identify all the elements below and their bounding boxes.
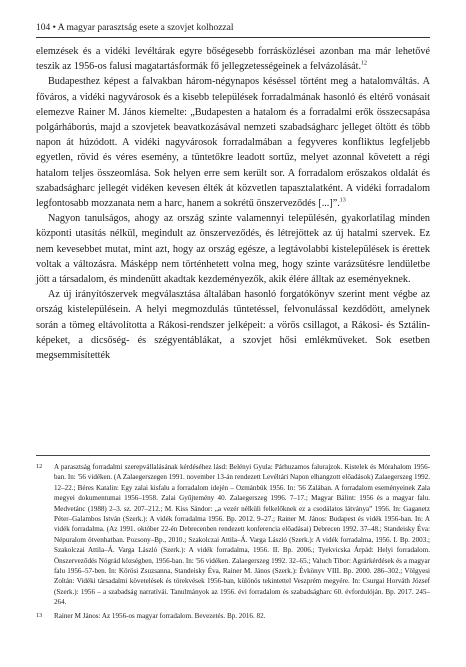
footnote-ref-12[interactable]: 12 bbox=[361, 60, 368, 67]
running-head: 104 • A magyar parasztság esete a szovjet kolhozzal bbox=[36, 23, 234, 33]
paragraph-1: elemzések és a vidéki levéltárak egyre bőségesebb forrásközlései azonban ma már lehetővé teszik az 1956-os falusi magatartásformák fő jellegzetességeinek a felvázolását.$^{12}$ bbox=[36, 46, 430, 73]
paragraph-2: Budapesthez képest a falvakban három-négynapos késéssel történt meg a hatalomváltás. A főváros, a vidéki nagyvárosok és a kisebb települések forradalmának hasonló és eltérő vonásait elemezve Rainer M. János kiemelte: „Budapesten a hatalom és a forradalmi erők összecsapása polgárháborús, majd a szovjetek beavatkozásával nemzeti szabadságharc jelleget öltött és több napon át húzódott. A vidéki nagyvárosok forradalmában a fegyveres konfliktus legfeljebb egyetlen, rövid és véres esemény, a tüntetőkre leadott sortűz, melyet azonnal követett a régi hatalom teljes összeomlása. Sok helyen erre sem került sor. A forradalom erőszakos oldalát és szabadságharc jellegét vidéken kevesen élték át közvetlen tapasztalatként. A vidéki forradalom legfontosabb mozzanata nem a harc, hanem a sokrétű önszerveződés [...]”.$^{13}$ bbox=[36, 76, 430, 210]
footnote-ref-13[interactable]: 13 bbox=[339, 197, 346, 204]
footnote-text: Rainer M János: Az 1956-os magyar forradalom. Bevezetés. Bp. 2016. 82. bbox=[54, 611, 266, 620]
footnotes bbox=[36, 462, 430, 624]
footnote-12 bbox=[36, 462, 430, 608]
body-text bbox=[36, 44, 430, 363]
paragraph-4: Az új irányítószervek megválasztása általában hasonló forgatókönyv szerint ment végbe az ország kistelepülésein. A helyi megmozdulás tüntetéssel, felvonulással kezdődött, amelynek során a tömeg eltávolította a Rákosi-rendszer jelképeit: a vörös csillagot, a Rákosi- és Sztálin- képeket, a dicsőség- és szégyentáblákat, a szovjet hősi emlékműveket. Sok esetben megsemmisítették bbox=[36, 289, 430, 362]
footnote-number: 12 bbox=[36, 463, 43, 470]
footnote-text: A parasztság forradalmi szerepvállalásának kérdéséhez lásd: Belényi Gyula: Párhuzamos falurajzok. Kistelek és Mórahalom 1956-ban. In: '56 vidéken. (A Zalaegerszegen 1991. november 13-án rendezett Levéltári Napon elhangzott előadások) Zalaegerszeg 1992. 12–22.; Béres Katalin: Egy zalai kisfalu a forradalom idején – Ozmánbük 1956. In: '56 Zalában. A forradalom eseményeinek Zala megyei dokumentumai 1956–1958. Zalai Gyűjtemény 40. Zalaegerszeg 1996. 7–17.; Magyar Bálint: 1956 és a magyar falu. Medvetánc (1988) 2–3. sz. 207–212.; M. Kiss Sándor: „a vezér nélküli felkelőknek ez a csodálatos látványa” 1956. In: Gaganetz Péter–Galambos István (Szerk.): A vidék forradalma 1956. Bp. 2012. 9–27.; Rainer M. János: Budapest és vidék 1956-ban. In: A vidék forradalma. (Az 1991. október 22-én Debrecenben rendezett konferencia előadásai) Debrecen 1992. 37–48.; Standeisky Éva: Népuralom ötvenhatban. Pozsony–Bp., 2010.; Szakolczai Attila–Á. Varga László (Szerk.): A vidék forradalma, 1956. I. Bp. 2003.; Szakolczai Attila–Á. Varga László (Szerk.): A vidék forradalma, 1956. II. Bp. 2006.; Tyekvicska Árpád: Helyi forradalom. Önszerveződés Nógrád községben, 1956-ban. In: '56 vidéken. Zalaegerszeg 1992. 32–65.; Valuch Tibor: Agrárkérdések és a magyar falu 1956–57-ben. In: Körösi Zsuzsanna, Standeisky Éva, Rainer M. János (Szerk.): Évkönyv VIII. Bp. 2000. 286–302.; Völgyesi Zoltán: Vidéki társadalmi követelések és törekvések 1956-ban, különös tekintettel Veszprém megyére. In: Csurgai Horváth József (Szerk.): 1956 – a szabadság narratívái. Tanulmányok az 1956. évi forradalom és szabadságharc 60. évfordulóján. Bp. 2017. 245–264. bbox=[54, 463, 430, 607]
footnote-number: 13 bbox=[36, 611, 43, 619]
paragraph-3: Nagyon tanulságos, ahogy az ország szinte valamennyi településén, gyakorlatilag minden központi utasítás nélkül, megindult az önszerveződés, és létrejöttek az új hatalmi szervek. Ez nem kevesebbet mutat, mint azt, hogy az ország egésze, a legtávolabbi kistelepülések is érettek voltak a változásra. Másképp nem történhetett volna meg, hogy szinte varázsütésre lendületbe jött a társadalom, és mindenütt akadtak kezdeményezők, akik élére álltak az eseményeknek. bbox=[36, 213, 430, 286]
footnote-13 bbox=[36, 611, 430, 621]
header-rule bbox=[36, 37, 430, 38]
footnote-rule bbox=[36, 455, 430, 456]
